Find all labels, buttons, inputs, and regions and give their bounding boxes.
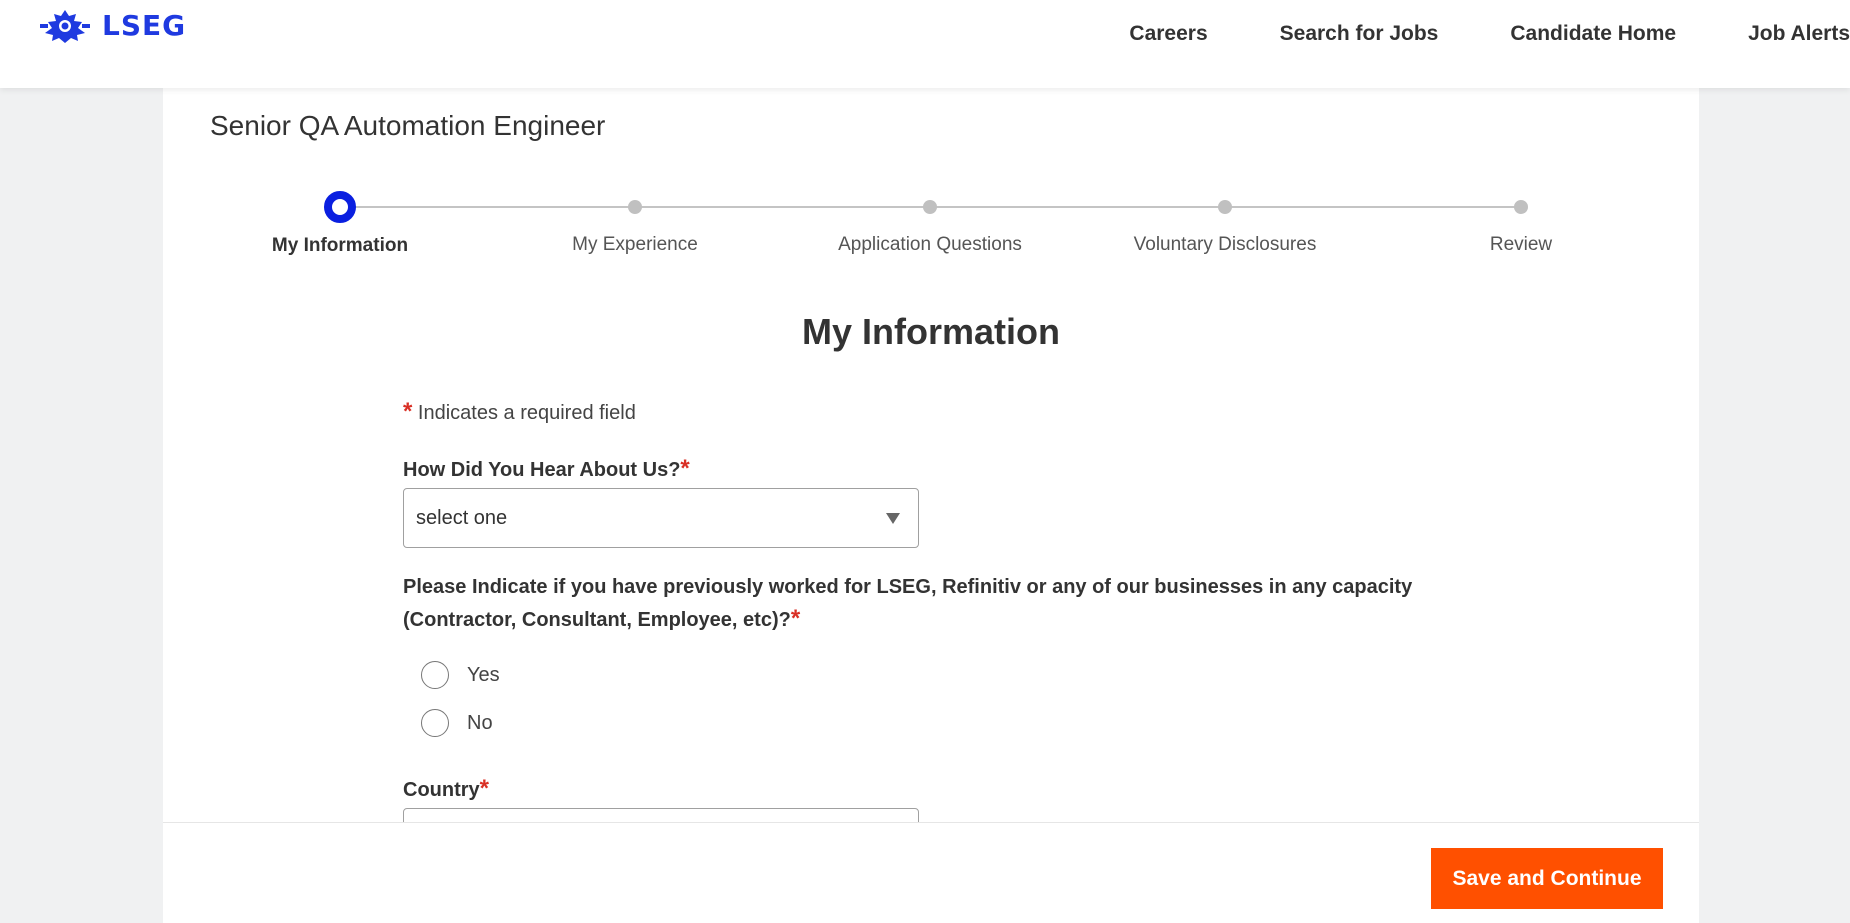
my-information-form	[403, 398, 1503, 802]
step-application-questions	[800, 188, 1060, 256]
top-nav	[1057, 0, 1850, 68]
how-heard-value: select one	[416, 506, 508, 529]
radio-button-no[interactable]	[421, 709, 449, 737]
step-my-experience	[505, 188, 765, 256]
site-header	[0, 0, 1850, 88]
nav-candidate-home[interactable]: Candidate Home	[1510, 22, 1677, 45]
logo-wordmark: LSEG	[102, 8, 187, 42]
form-footer	[163, 822, 1699, 923]
job-title: Senior QA Automation Engineer	[210, 110, 606, 141]
radio-label-no: No	[467, 711, 493, 734]
section-title: My Information	[802, 311, 1060, 352]
required-star: *	[479, 775, 490, 802]
application-card	[163, 88, 1699, 923]
how-heard-label-text: How Did You Hear About Us?	[403, 459, 681, 481]
required-field-note	[403, 398, 1503, 426]
step-label: My Information	[271, 235, 409, 256]
previously-worked-label	[403, 572, 1443, 636]
step-label: Voluntary Disclosures	[1133, 234, 1317, 255]
step-label: Application Questions	[838, 234, 1022, 255]
save-and-continue-button[interactable]: Save and Continue	[1431, 848, 1663, 909]
step-review	[1391, 188, 1651, 256]
required-star: *	[403, 398, 413, 425]
required-star: *	[790, 605, 801, 632]
previously-worked-no[interactable]	[421, 709, 493, 737]
step-my-information	[210, 188, 470, 257]
step-dot	[1514, 200, 1528, 214]
step-dot	[628, 200, 642, 214]
country-label	[403, 773, 489, 806]
step-voluntary-disclosures	[1095, 188, 1355, 256]
step-label: My Experience	[572, 234, 698, 255]
radio-button-yes[interactable]	[421, 661, 449, 689]
country-label-text: Country	[403, 779, 480, 801]
lseg-crest-icon	[38, 6, 92, 44]
step-dot	[923, 200, 937, 214]
radio-label-yes: Yes	[467, 663, 500, 686]
step-dot	[1218, 200, 1232, 214]
progress-stepper	[163, 188, 1699, 268]
step-active-dot	[324, 191, 356, 223]
previously-worked-yes[interactable]	[421, 661, 500, 689]
nav-careers[interactable]: Careers	[1129, 22, 1208, 45]
required-note-text: Indicates a required field	[417, 402, 636, 424]
previously-worked-label-text: Please Indicate if you have previously worked for LSEG, Refinitiv or any of our businesses in any capacity (Contractor, Consultant, Employee, etc)?	[403, 576, 1413, 631]
nav-job-alerts[interactable]: Job Alerts	[1748, 22, 1850, 45]
nav-search-for-jobs[interactable]: Search for Jobs	[1279, 22, 1439, 45]
chevron-down-icon	[886, 513, 900, 524]
required-star: *	[680, 455, 690, 482]
how-heard-label	[403, 453, 690, 486]
lseg-logo[interactable]	[38, 6, 186, 44]
step-label: Review	[1489, 234, 1553, 255]
how-heard-select[interactable]	[403, 488, 919, 548]
